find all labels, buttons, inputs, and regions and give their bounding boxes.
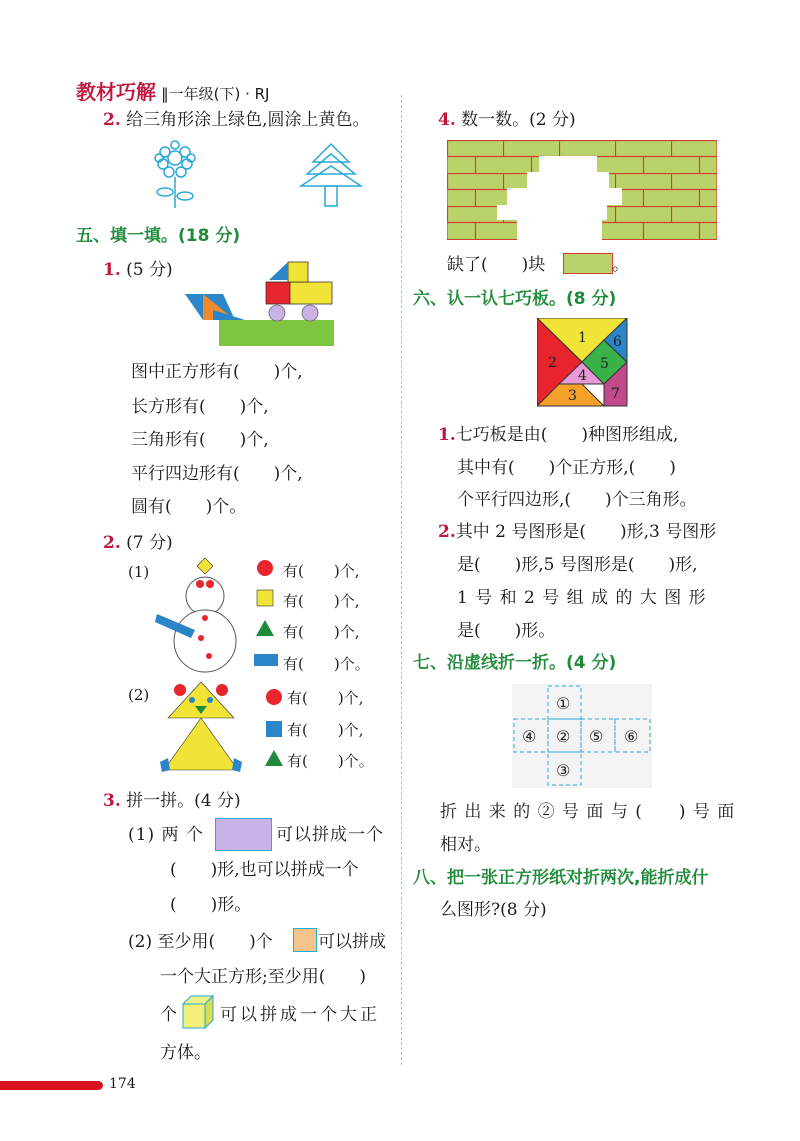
red-circle-icon	[257, 560, 273, 576]
question-number: 1.	[103, 260, 121, 280]
tangram-picture	[537, 318, 629, 408]
q3-b-line-5: 可以拼成一个大正	[220, 1005, 380, 1025]
question-points: (7 分)	[126, 533, 173, 553]
net-face-4: ④	[522, 727, 537, 746]
q3-b-line-4: 个	[160, 1005, 177, 1025]
fill-q1-line-2: 长方形有( )个,	[131, 397, 269, 417]
brick-wall-picture	[447, 140, 717, 240]
question-text: 给三角形涂上绿色,圆涂上黄色。	[126, 110, 370, 130]
net-face-6: ⑥	[624, 727, 639, 746]
tangram-label-7: 7	[611, 386, 620, 402]
question-number: 2.	[103, 110, 121, 130]
truck-picture	[183, 260, 343, 350]
question-number: 2.	[438, 522, 456, 542]
section-7-title: 七、沿虚线折一折。(4 分)	[413, 653, 617, 673]
blue-square-icon	[266, 721, 282, 737]
section-8-line-2: 么图形?(8 分)	[440, 900, 547, 920]
s6-q1-line-2: 其中有( )个正方形,( )	[457, 458, 676, 478]
tangram-label-6: 6	[613, 334, 622, 350]
book-brand: 教材巧解	[76, 80, 156, 104]
s6-q2-line-2: 是( )形,5 号图形是( )形,	[457, 555, 698, 575]
s7-line-2: 相对。	[440, 835, 491, 855]
green-triangle-icon	[265, 750, 283, 766]
q3-b-line-6: 方体。	[160, 1043, 211, 1063]
purple-rectangle-icon	[215, 818, 272, 851]
p1-row-1: 有( )个,	[283, 562, 360, 580]
q3-a-line-4: ( )形。	[170, 895, 252, 915]
yellow-square-icon	[257, 590, 273, 606]
p1-row-2: 有( )个,	[283, 592, 360, 610]
section-8-title: 八、把一张正方形纸对折两次,能折成什	[413, 868, 709, 888]
s7-line-1: 折 出 来 的 ② 号 面 与 ( ) 号 面	[440, 802, 736, 822]
orange-square-icon	[293, 928, 317, 952]
fill-q1-line-4: 平行四边形有( )个,	[131, 464, 303, 484]
part-2-label: (2)	[128, 686, 150, 704]
p2-row-2: 有( )个,	[287, 721, 364, 739]
tangram-label-3: 3	[568, 388, 577, 404]
p2-row-3: 有( )个。	[287, 752, 374, 770]
question-2	[103, 108, 370, 132]
p2-row-1: 有( )个,	[287, 689, 364, 707]
net-face-3: ③	[556, 761, 571, 780]
part-1-label: (1)	[128, 563, 150, 581]
snowman-picture	[155, 558, 245, 674]
s6-q2-line-1: 其中 2 号图形是( )形,3 号图形	[455, 522, 717, 542]
question-number: 3.	[103, 791, 121, 811]
question-4	[438, 108, 576, 132]
triangle-bird-picture	[160, 682, 246, 774]
net-face-5: ⑤	[589, 727, 604, 746]
s6-q1-line-1: 七巧板是由( )种图形组成,	[455, 425, 679, 445]
fill-q1-line-1: 图中正方形有( )个,	[131, 362, 303, 382]
question-text: 拼一拼。(4 分)	[126, 791, 241, 811]
net-face-2: ②	[556, 727, 571, 746]
tree-icon	[301, 144, 361, 206]
shape-icons-2	[264, 688, 284, 772]
section-6-title: 六、认一认七巧板。(8 分)	[413, 289, 617, 309]
tangram-label-5: 5	[600, 356, 609, 372]
fill-q2	[103, 531, 173, 555]
footer-bar	[0, 1081, 103, 1090]
column-divider	[401, 95, 402, 1065]
cube-net-picture	[512, 684, 652, 788]
question-number: 1.	[438, 425, 456, 445]
p1-row-3: 有( )个,	[283, 623, 360, 641]
brick-icon	[563, 253, 613, 274]
green-triangle-icon	[256, 620, 274, 636]
grade-text: 一年级(下) · RJ	[168, 85, 270, 103]
question-points: (5 分)	[126, 260, 173, 280]
q3-b-line-3: 一个大正方形;至少用( )	[160, 967, 366, 987]
fill-q3	[103, 789, 241, 813]
q3-b-line-2: 可以拼成	[318, 932, 386, 952]
net-face-1: ①	[556, 694, 571, 713]
s6-q2	[438, 520, 716, 544]
shape-icons-1	[254, 558, 278, 674]
question-text: 数一数。(2 分)	[461, 110, 576, 130]
q3-b-line-1: (2) 至少用( )个	[128, 932, 273, 952]
fill-q1-line-5: 圆有( )个。	[131, 497, 247, 517]
red-circle-icon	[266, 689, 282, 705]
tangram-label-4: 4	[578, 368, 587, 384]
s6-q2-line-3: 1 号 和 2 号 组 成 的 大 图 形	[457, 588, 707, 608]
cube-icon	[181, 994, 215, 1030]
s6-q1-line-3: 个平行四边形,( )个三角形。	[457, 490, 697, 510]
flower-icon	[155, 141, 195, 208]
tangram-label-2: 2	[548, 355, 557, 371]
q4-missing-a: 缺了( )块	[447, 255, 546, 275]
q3-a-line-3: ( )形,也可以拼成一个	[170, 860, 359, 880]
fill-q1	[103, 258, 173, 282]
question-number: 2.	[103, 533, 121, 553]
q4-missing-b: 。	[612, 255, 629, 275]
question-number: 4.	[438, 110, 456, 130]
grade-label: ‖一年级(下) · RJ	[161, 85, 270, 103]
section-5-title: 五、填一填。(18 分)	[76, 226, 241, 246]
s6-q2-line-4: 是( )形。	[457, 621, 556, 641]
tangram-label-1: 1	[578, 330, 587, 346]
q3-a-line-2: 可以拼成一个	[276, 825, 384, 845]
page-header	[76, 76, 269, 105]
s6-q1	[438, 423, 678, 447]
flower-tree-drawing	[145, 140, 370, 212]
page-number: 174	[109, 1076, 136, 1092]
p1-row-4: 有( )个。	[283, 655, 370, 673]
blue-rectangle-icon	[254, 654, 278, 666]
fill-q1-line-3: 三角形有( )个,	[131, 430, 269, 450]
q3-a-line-1: (1) 两 个	[128, 825, 204, 845]
